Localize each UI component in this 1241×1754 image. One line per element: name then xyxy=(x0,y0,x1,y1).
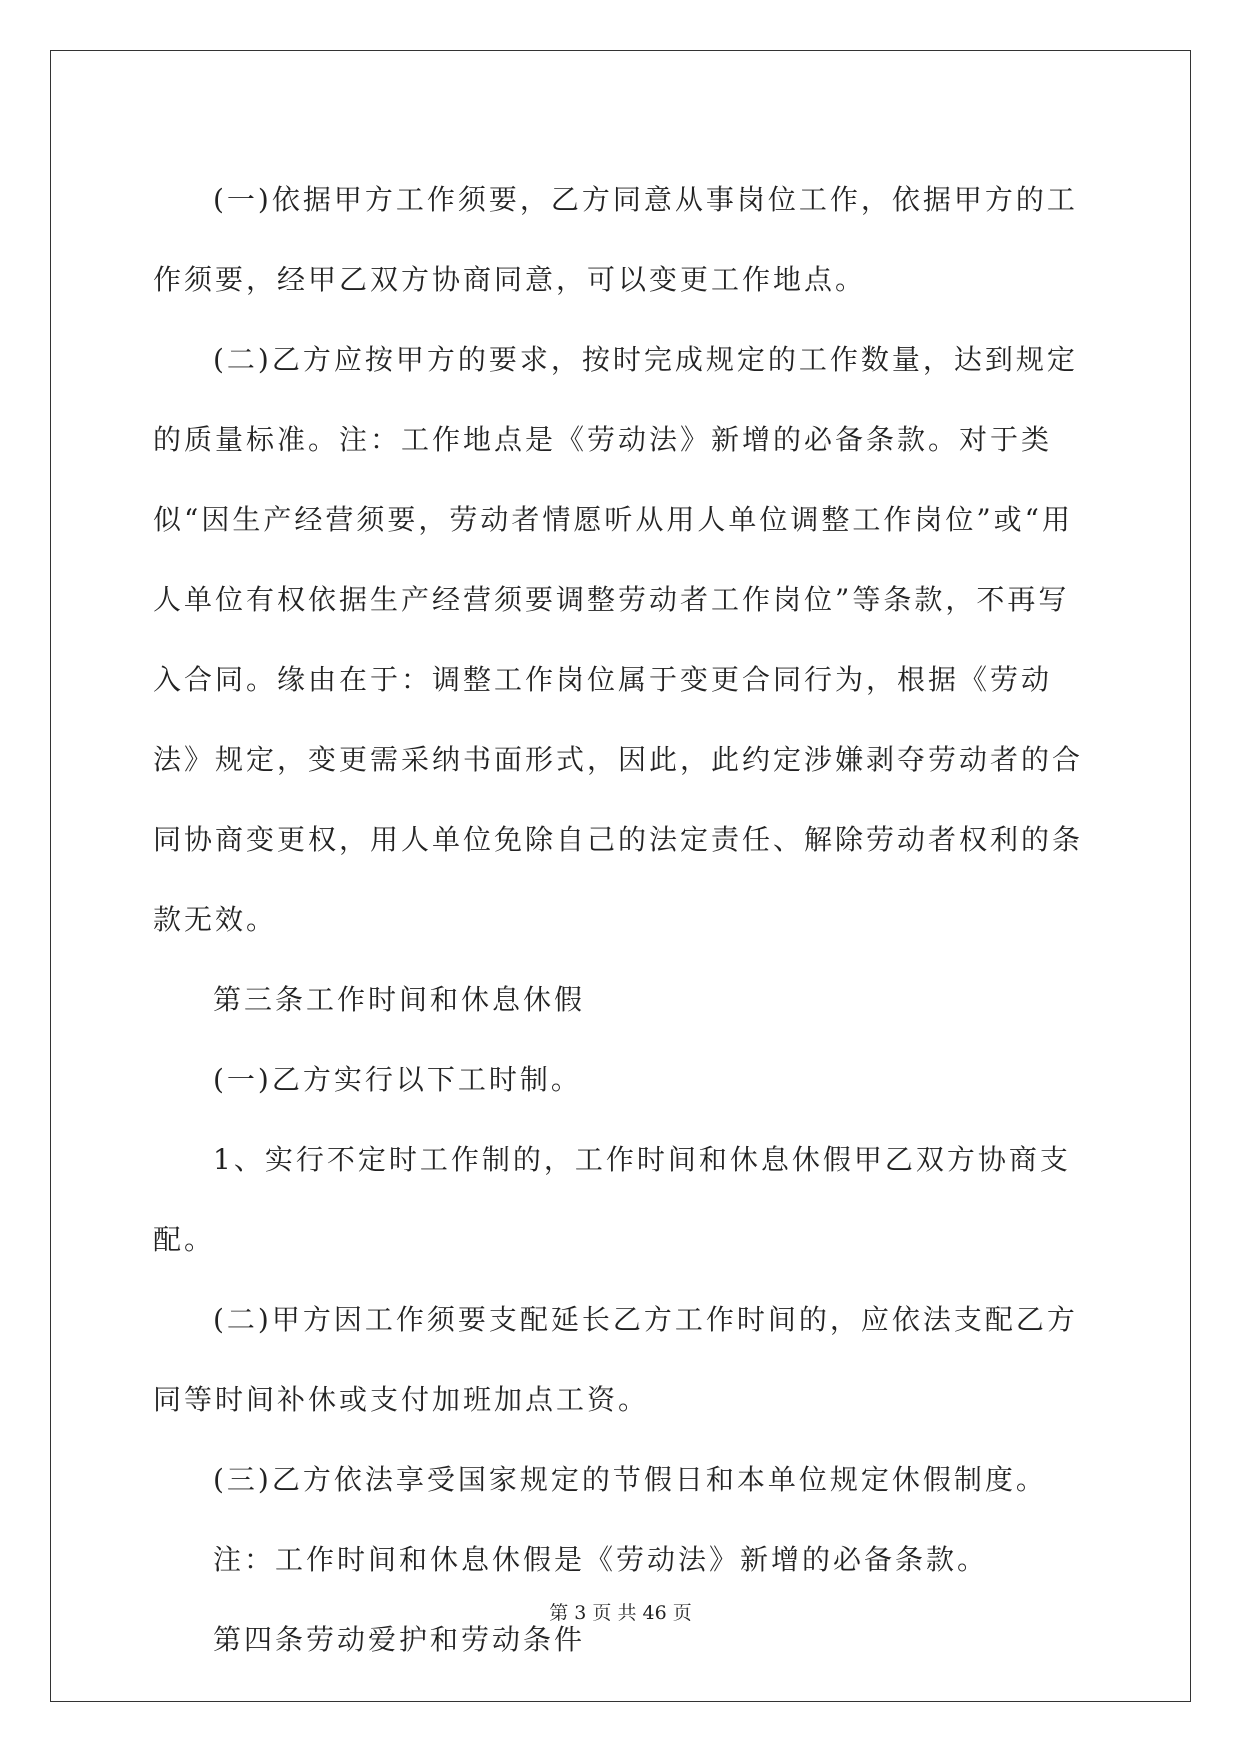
paragraph-7: (三)乙方依法享受国家规定的节假日和本单位规定休假制度。 xyxy=(213,1463,1047,1496)
paragraph-5: 1、实行不定时工作制的，工作时间和休息休假甲乙双方协商支配。 xyxy=(153,1143,1071,1256)
document-body xyxy=(153,160,1093,1680)
paragraph-8: 注：工作时间和休息休假是《劳动法》新增的必备条款。 xyxy=(213,1543,989,1576)
section-heading-3: 第三条工作时间和休息休假 xyxy=(213,983,586,1016)
paragraph-4: (一)乙方实行以下工时制。 xyxy=(213,1063,582,1096)
section-heading-4: 第四条劳动爱护和劳动条件 xyxy=(213,1623,586,1656)
paragraph-2: (二)乙方应按甲方的要求，按时完成规定的工作数量，达到规定的质量标准。注：工作地点是《劳动法》新增的必备条款。对于类似“因生产经营须要，劳动者情愿听从用人单位调整工作岗位”或“用人单位有权依据生产经营须要调整劳动者工作岗位”等条款，不再写入合同。缘由在于：调整工作岗位属于变更合同行为，根据《劳动法》规定，变更需采纳书面形式，因此，此约定涉嫌剥夺劳动者的合同协商变更权，用人单位免除自己的法定责任、解除劳动者权利的条款无效。 xyxy=(153,343,1084,936)
paragraph-6: (二)甲方因工作须要支配延长乙方工作时间的，应依法支配乙方同等时间补休或支付加班加点工资。 xyxy=(153,1303,1078,1416)
paragraph-1: (一)依据甲方工作须要，乙方同意从事岗位工作，依据甲方的工作须要，经甲乙双方协商同意，可以变更工作地点。 xyxy=(153,183,1078,296)
page-number-footer: 第 3 页 共 46 页 xyxy=(549,1602,692,1624)
